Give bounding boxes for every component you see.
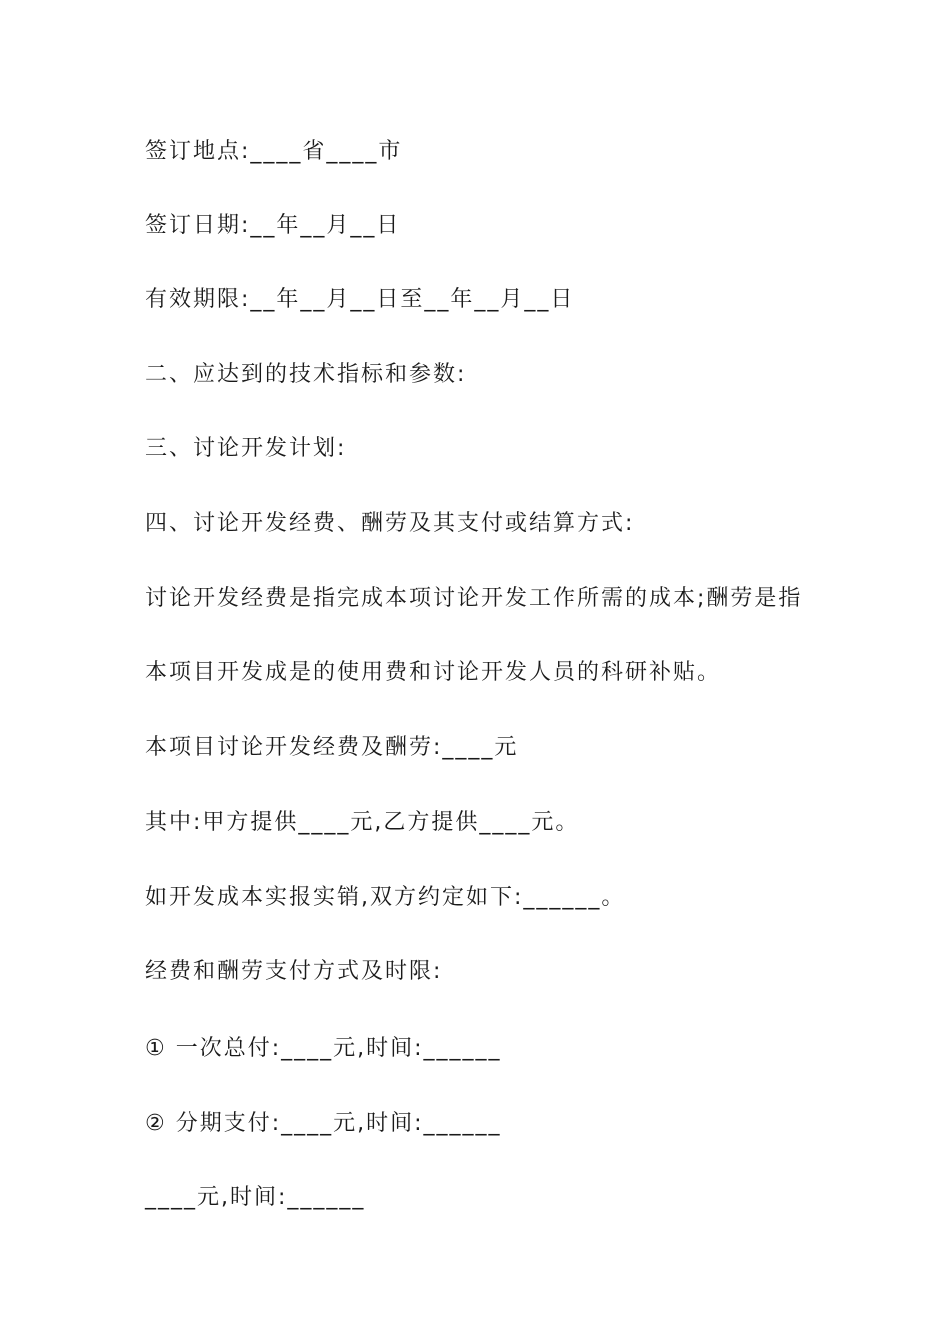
installment-line: ② 分期支付:____元,时间:______	[145, 1111, 502, 1136]
total-fee-line: 本项目讨论开发经费及酬劳:____元	[145, 735, 519, 760]
validity-period-line: 有效期限:__年__月__日至__年__月__日	[145, 287, 575, 312]
signing-date-line: 签订日期:__年__月__日	[145, 213, 401, 238]
fee-split-line: 其中:甲方提供____元,乙方提供____元。	[145, 810, 580, 835]
paragraph-line-2: 本项目开发成是的使用费和讨论开发人员的科研补贴。	[145, 660, 722, 685]
lump-sum-line: ① 一次总付:____元,时间:______	[145, 1036, 502, 1061]
section-2-heading: 二、应达到的技术指标和参数:	[145, 362, 467, 387]
signing-location-line: 签订地点:____省____市	[145, 139, 403, 164]
payment-method-heading: 经费和酬劳支付方式及时限:	[145, 959, 443, 984]
section-3-heading: 三、讨论开发计划:	[145, 436, 347, 461]
paragraph-line-1: 讨论开发经费是指完成本项讨论开发工作所需的成本;酬劳是指	[145, 586, 803, 611]
installment-extra-line: ____元,时间:______	[145, 1185, 366, 1210]
section-4-heading: 四、讨论开发经费、酬劳及其支付或结算方式:	[145, 511, 635, 536]
actual-cost-line: 如开发成本实报实销,双方约定如下:______。	[145, 885, 626, 910]
